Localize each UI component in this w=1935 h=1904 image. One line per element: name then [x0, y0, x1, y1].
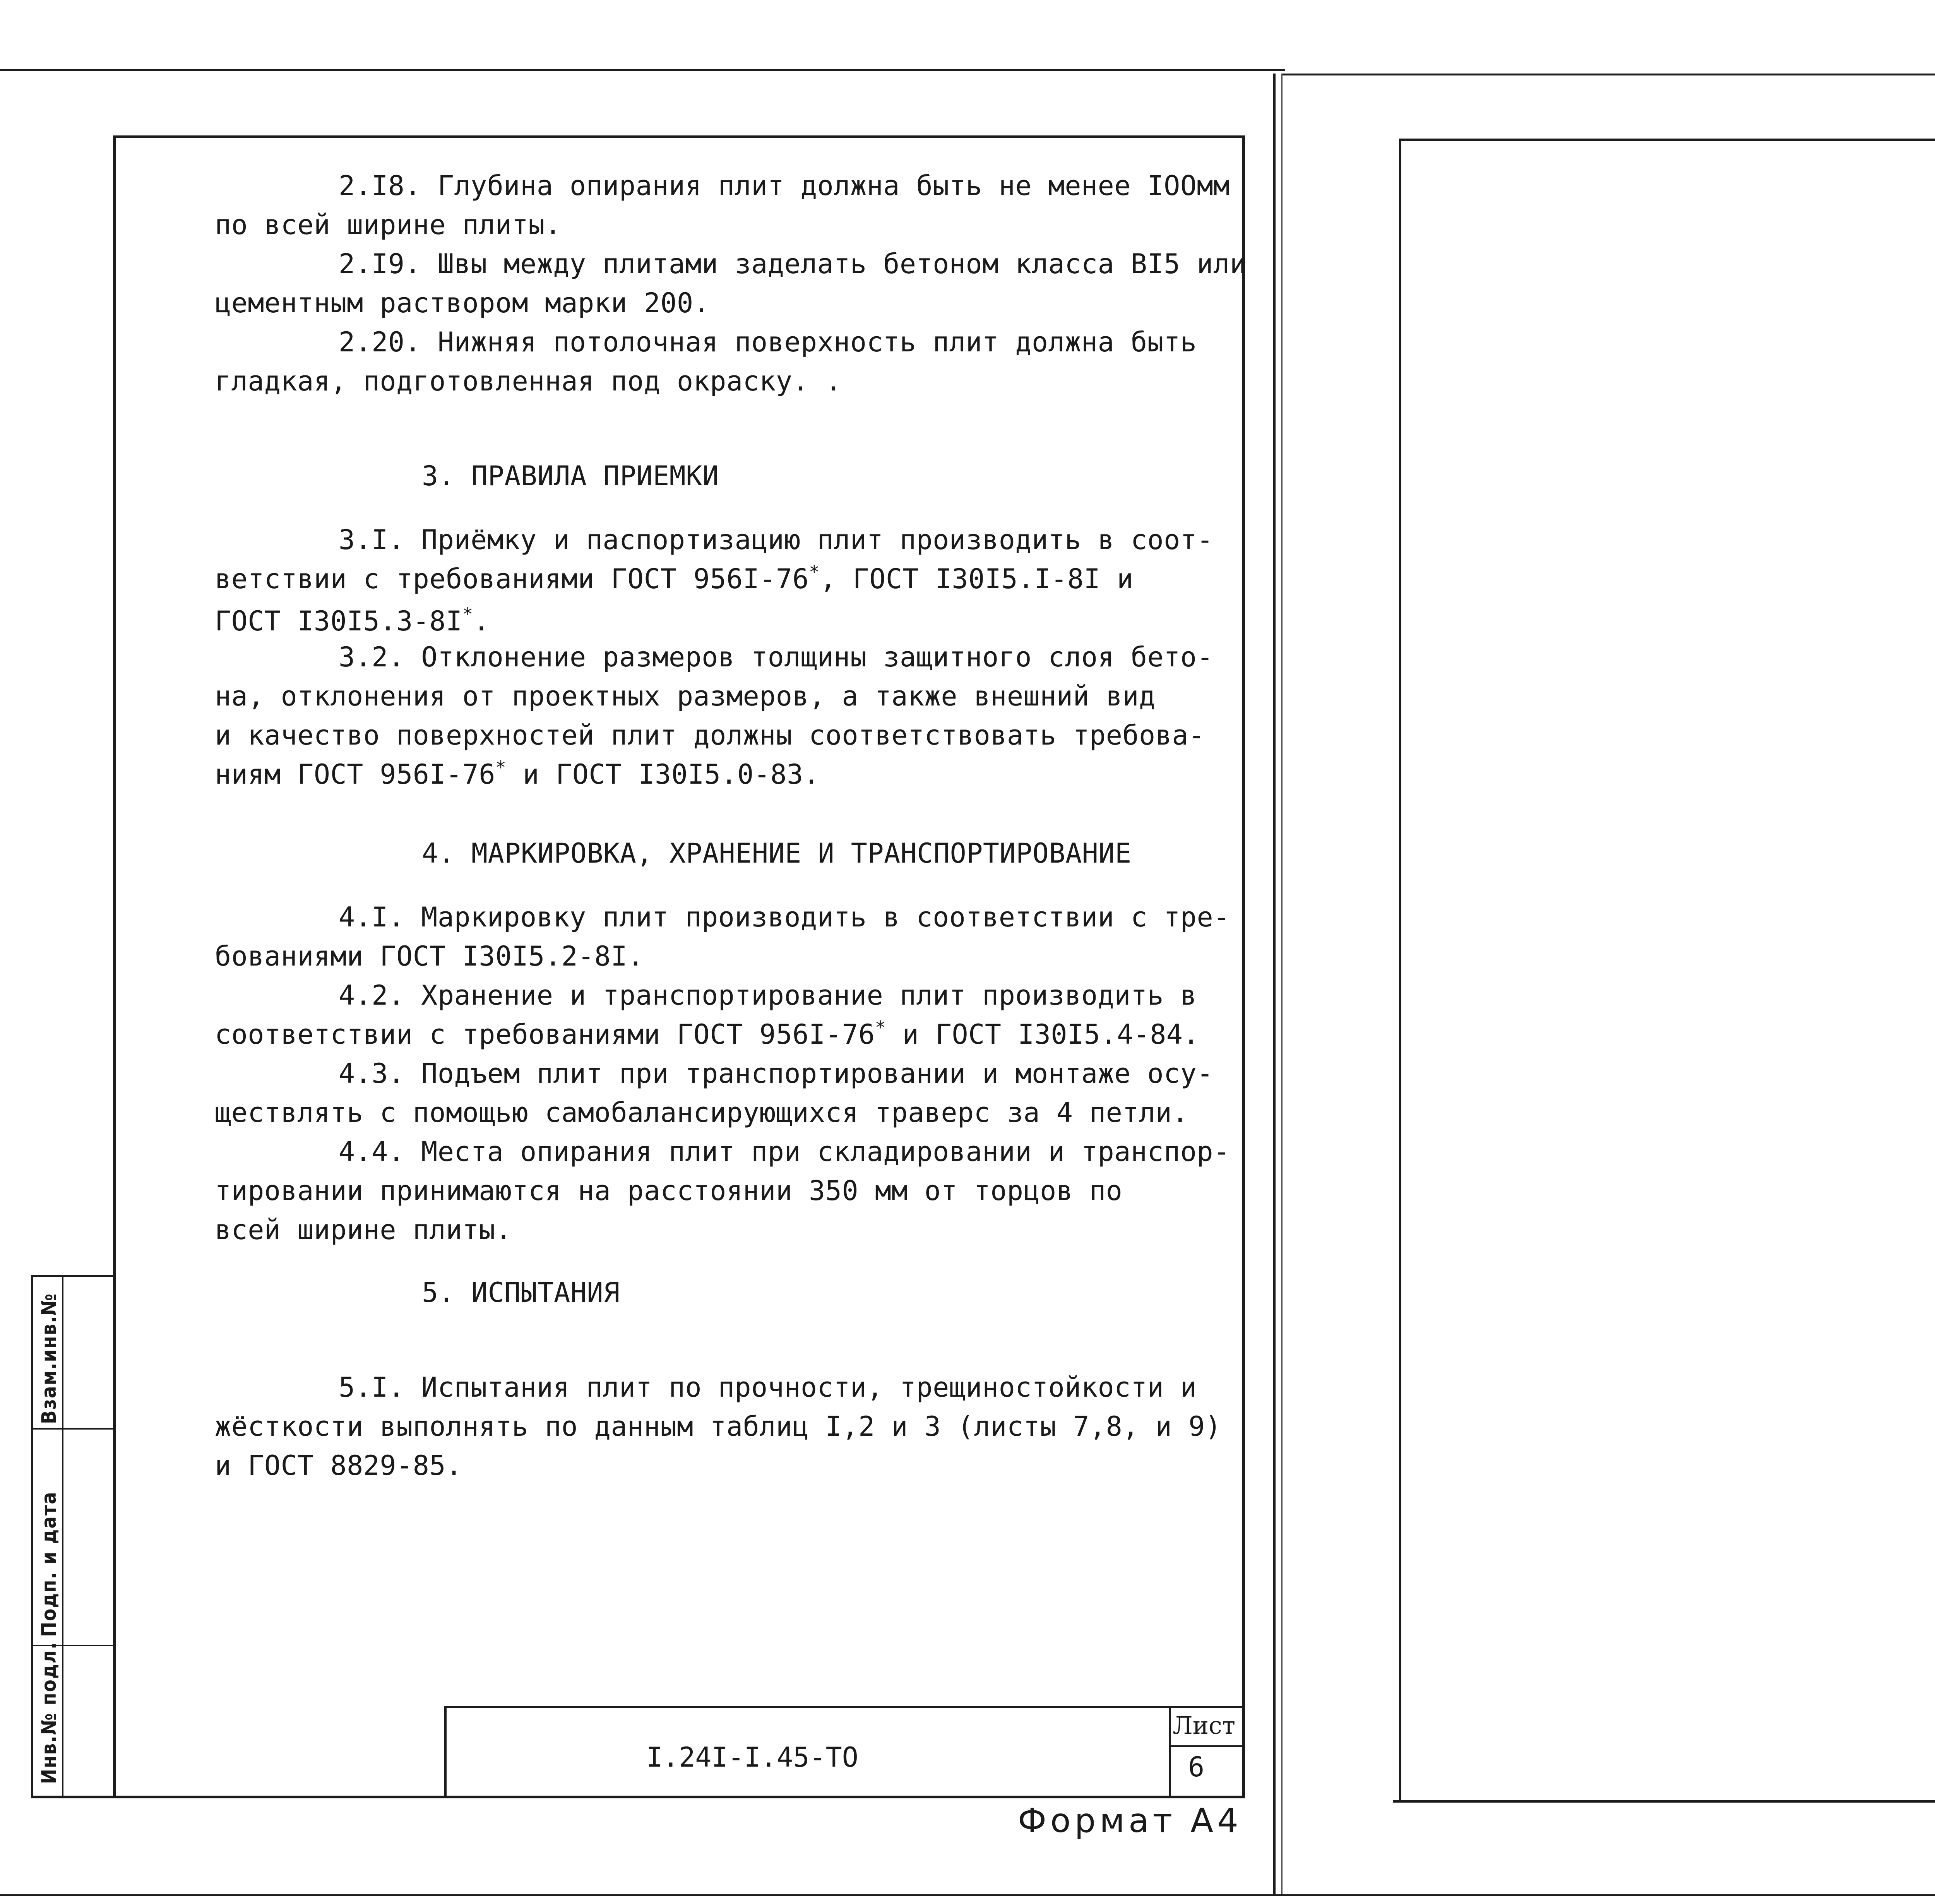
paragraph-3-1: 3.I. Приёмку и паспортизацию плит производить в соот- ветствии с требованиями ГОСТ 956I-76*, ГОСТ I30I5.I-8I и ГОСТ I30I5.3-8I*. — [215, 524, 1214, 637]
paragraph-4-3: 4.3. Подъем плит при транспортировании и монтаже осу- ществлять с помощью самобалансирующихся траверс за 4 петли. — [215, 1058, 1214, 1128]
sheet-split-rule-inner — [1281, 74, 1283, 1896]
sheet-split-rule — [1273, 74, 1276, 1896]
asterisk-mark: * — [462, 604, 473, 625]
side-stamp-divider — [62, 1275, 63, 1798]
right-frame-bottom — [1393, 1800, 1935, 1803]
right-frame-top — [1401, 139, 1935, 141]
side-label-inv-podl: Инв.№ подл. — [38, 1642, 61, 1784]
paragraph-4-1: 4.I. Маркировку плит производить в соответствии с тре- бованиями ГОСТ I30I5.2-8I. — [215, 901, 1230, 972]
left-frame-top — [114, 135, 1245, 138]
heading-section-5: 5. ИСПЫТАНИЯ — [422, 1277, 620, 1308]
stamp-sheet-divider — [1169, 1706, 1171, 1798]
paragraph-3-2: 3.2. Отклонение размеров толщины защитного слоя бето- на, отклонения от проектных размеров, а также внешний вид и качество поверхностей плит должны соответствовать требова- ниям ГОСТ 956I-76* и ГОСТ I30I5.0-83. — [215, 641, 1214, 790]
asterisk-mark: * — [809, 562, 820, 582]
side-stamp-left — [31, 1275, 33, 1798]
format-label: Формат А4 — [1018, 1801, 1242, 1840]
paragraph-4-4: 4.4. Места опирания плит при складировании и транспор- тировании принимаются на расстоянии 350 мм от торцов по всей ширине плиты. — [215, 1136, 1230, 1246]
side-stamp-row1 — [31, 1428, 114, 1430]
heading-section-3: 3. ПРАВИЛА ПРИЕМКИ — [422, 460, 719, 492]
stamp-left-rule — [444, 1706, 447, 1798]
side-label-podp-data: Подп. и дата — [38, 1491, 61, 1637]
heading-section-4: 4. МАРКИРОВКА, ХРАНЕНИЕ И ТРАНСПОРТИРОВАНИЕ — [422, 837, 1132, 869]
left-frame-right — [1242, 135, 1245, 1798]
right-frame-left — [1399, 139, 1401, 1803]
paragraph-4-2: 4.2. Хранение и транспортирование плит производить в соответствии с требованиями ГОСТ 956I-76* и ГОСТ I30I5.4-84. — [215, 979, 1200, 1050]
paragraph-5-1: 5.I. Испытания плит по прочности, трещиностойкости и жёсткости выполнять по данным таблиц I,2 и 3 (листы 7,8, и 9) и ГОСТ 8829-85. — [215, 1371, 1222, 1481]
side-stamp-top — [31, 1275, 114, 1277]
paragraph-2-18: 2.I8. Глубина опирания плит должна быть не менее IOOмм по всей ширине плиты. — [215, 170, 1230, 241]
paragraph-2-19: 2.I9. Швы между плитами заделать бетоном класса BI5 или цементным раствором марки 200. — [215, 248, 1247, 319]
stamp-top-rule — [445, 1706, 1245, 1708]
bottom-edge-rule — [0, 1894, 1935, 1896]
sheet-label: Лист — [1173, 1711, 1236, 1740]
left-frame-bottom — [31, 1796, 1245, 1798]
side-label-vzam-inv: Взам.инв.№ — [38, 1293, 61, 1424]
left-frame-left — [113, 135, 116, 1798]
paragraph-2-20: 2.20. Нижняя потолочная поверхность плит должна быть гладкая, подготовленная под окраску. . — [215, 326, 1197, 397]
top-edge-rule — [0, 69, 1285, 71]
right-top-rule — [1283, 74, 1935, 75]
sheet-number: 6 — [1188, 1751, 1205, 1783]
asterisk-mark: * — [495, 757, 507, 778]
stamp-sheet-rule — [1169, 1745, 1245, 1747]
document-designation: I.24I-I.45-TO — [646, 1741, 858, 1773]
asterisk-mark: * — [875, 1017, 886, 1038]
